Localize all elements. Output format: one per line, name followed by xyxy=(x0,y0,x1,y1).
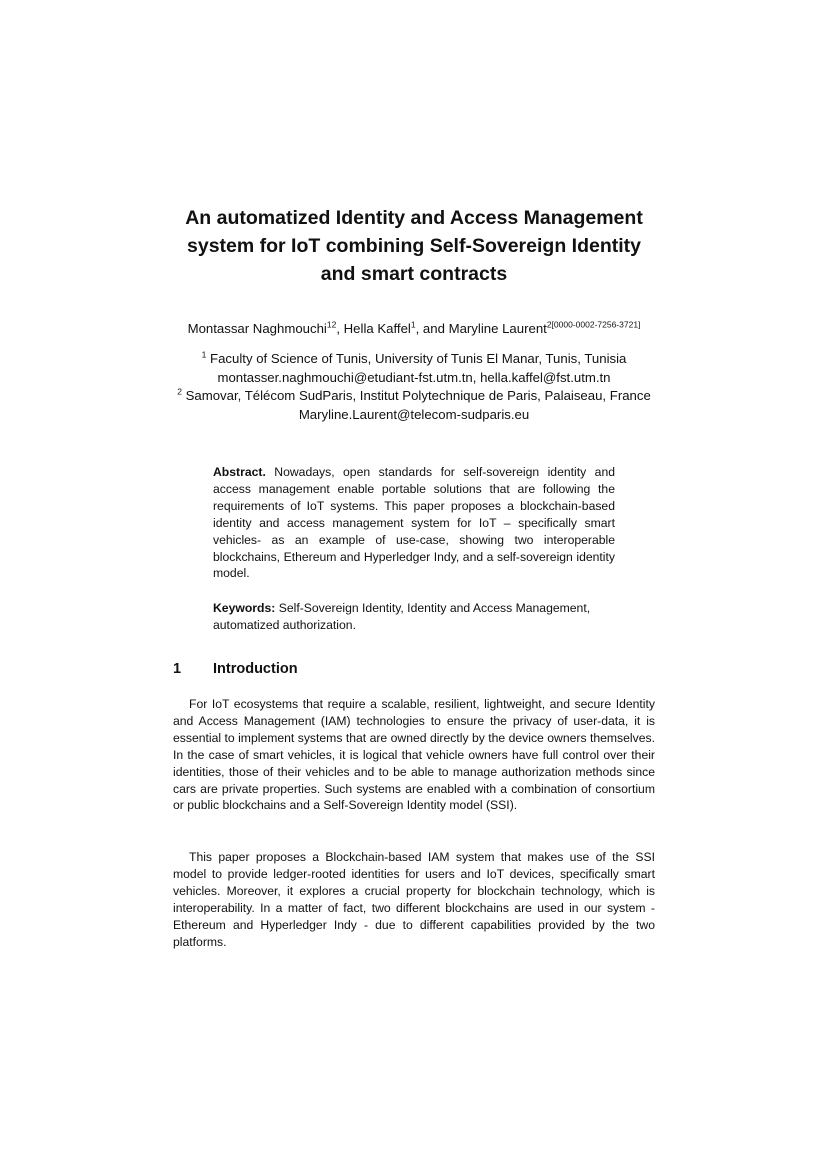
section-heading xyxy=(173,660,298,678)
affiliation-1-emails: montasser.naghmouchi@etudiant-fst.utm.tn, hella.kaffel@fst.utm.tn xyxy=(217,369,611,385)
author-separator: , xyxy=(336,321,344,336)
author-name: Maryline Laurent xyxy=(448,321,547,336)
author-affiliation-marker: 2[0000-0002-7256-3721] xyxy=(546,319,641,330)
abstract xyxy=(213,464,615,582)
affiliations xyxy=(110,350,718,425)
abstract-label: Abstract. xyxy=(213,465,266,479)
author-affiliation-marker: 12 xyxy=(326,319,337,330)
abstract-text: Nowadays, open standards for self-sovereign identity and access management enable portable solutions that are following the requirements of IoT systems. This paper proposes a blockchain-based identity and access management system for IoT – specifically smart vehicles- as an example of use-case, showing two interoperable blockchains, Ethereum and Hyperledger Indy, and a self-sovereign identity model. xyxy=(213,465,615,581)
author-list xyxy=(120,320,708,338)
section-title: Introduction xyxy=(213,661,298,677)
body-paragraph: For IoT ecosystems that require a scalable, resilient, lightweight, and secure Identity and Access Management (IAM) technologies to ensure the privacy of user-data, it is essential to implement systems that are owned directly by the device owners themselves. In the case of smart vehicles, it is logical that vehicle owners have full control over their identities, those of their vehicles and to be able to manage authorization methods since cars are private properties. Such systems are enabled with a combination of consortium or public blockchains and a Self-Sovereign Identity model (SSI). xyxy=(173,697,655,813)
author-name: Hella Kaffel xyxy=(343,321,411,336)
paper-title xyxy=(150,204,678,288)
keywords-text: Self-Sovereign Identity, Identity and Access Management, automatized authorization. xyxy=(213,601,591,632)
affiliation-2 xyxy=(110,387,718,406)
body-paragraph: This paper proposes a Blockchain-based IAM system that makes use of the SSI model to provide ledger-rooted identities for users and IoT devices, specifically smart vehicles. Moreover, it explores a crucial property for blockchain technology, which is interoperability. In a matter of fact, two different blockchains are used in our system - Ethereum and Hyperledger Indy - due to different capabilities provided by the two platforms. xyxy=(173,850,655,949)
affiliation-marker: 2 xyxy=(177,387,182,398)
title-line-3: and smart contracts xyxy=(320,263,508,285)
author-separator: , and xyxy=(415,321,449,336)
title-line-1: An automatized Identity and Access Management xyxy=(185,207,643,229)
affiliation-text: Faculty of Science of Tunis, University of Tunis El Manar, Tunis, Tunisia xyxy=(206,351,627,366)
author-affiliation-marker: 1 xyxy=(410,319,416,330)
keywords xyxy=(213,600,615,634)
affiliation-marker: 1 xyxy=(201,349,207,360)
affiliation-1 xyxy=(110,350,718,369)
author-name: Montassar Naghmouchi xyxy=(187,321,327,336)
section-number: 1 xyxy=(173,661,182,677)
keywords-label: Keywords: xyxy=(213,601,276,615)
affiliation-2-email: Maryline.Laurent@telecom-sudparis.eu xyxy=(298,407,530,423)
title-line-2: system for IoT combining Self-Sovereign Identity xyxy=(187,235,641,257)
affiliation-text: Samovar, Télécom SudParis, Institut Polytechnique de Paris, Palaiseau, France xyxy=(181,388,651,404)
